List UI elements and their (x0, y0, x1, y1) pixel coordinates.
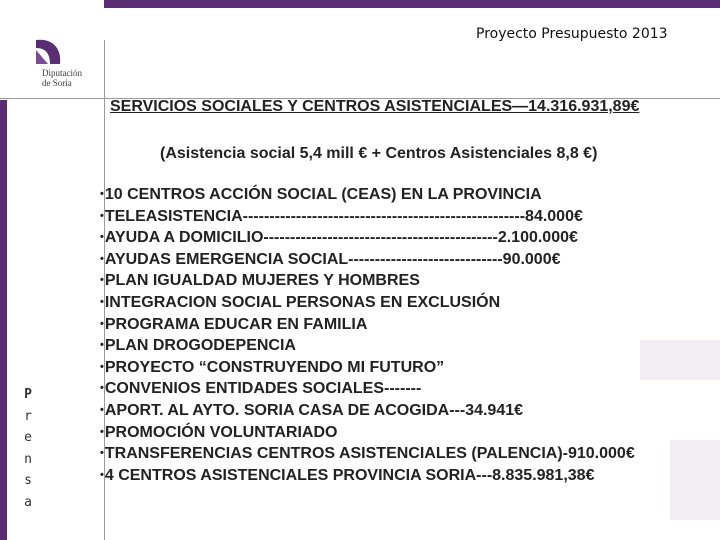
list-item: • PROGRAMA EDUCAR EN FAMILIA (100, 314, 635, 336)
list-item: • AYUDA A DOMICILIO--------------------------------------------2.100.000€ (100, 227, 635, 249)
section-title: SERVICIOS SOCIALES Y CENTROS ASISTENCIALES—14.316.931,89€ (110, 98, 640, 115)
list-item: • CONVENIOS ENTIDADES SOCIALES------- (100, 378, 635, 400)
side-vertical-text (20, 384, 36, 513)
side-letter: s (24, 473, 32, 488)
list-item: • PLAN DROGODEPENCIA (100, 335, 635, 357)
side-letter: a (24, 494, 32, 510)
logo-line: Diputación (42, 68, 82, 78)
budget-item-list (100, 184, 635, 486)
side-letter: e (24, 430, 32, 445)
section-subtitle: (Asistencia social 5,4 mill € + Centros Asistenciales 8,8 €) (160, 145, 598, 162)
list-item: • TELEASISTENCIA-----------------------------------------------------84.000€ (100, 206, 635, 228)
left-accent-strip (0, 100, 7, 540)
list-item: • 4 CENTROS ASISTENCIALES PROVINCIA SORIA---8.835.981,38€ (100, 465, 635, 487)
top-accent-bar (104, 0, 720, 8)
header-title: Proyecto Presupuesto 2013 (476, 26, 668, 42)
watermark-shape (640, 340, 720, 380)
list-item: • PROMOCIÓN VOLUNTARIADO (100, 422, 635, 444)
side-letter: P (24, 387, 32, 402)
watermark-shape (670, 440, 720, 520)
list-item: • PROYECTO “CONSTRUYENDO MI FUTURO” (100, 357, 635, 379)
list-item: • PLAN IGUALDAD MUJERES Y HOMBRES (100, 270, 635, 292)
side-letter: r (24, 408, 32, 424)
list-item: • AYUDAS EMERGENCIA SOCIAL-----------------------------90.000€ (100, 249, 635, 271)
logo-wordmark (42, 68, 82, 88)
side-letter: n (24, 451, 32, 467)
list-item: • APORT. AL AYTO. SORIA CASA DE ACOGIDA---34.941€ (100, 400, 635, 422)
list-item: • TRANSFERENCIAS CENTROS ASISTENCIALES (PALENCIA)-910.000€ (100, 443, 635, 465)
list-item: • INTEGRACION SOCIAL PERSONAS EN EXCLUSIÓN (100, 292, 635, 314)
logo-line: de Soria (42, 78, 72, 88)
list-item: • 10 CENTROS ACCIÓN SOCIAL (CEAS) EN LA PROVINCIA (100, 184, 635, 206)
